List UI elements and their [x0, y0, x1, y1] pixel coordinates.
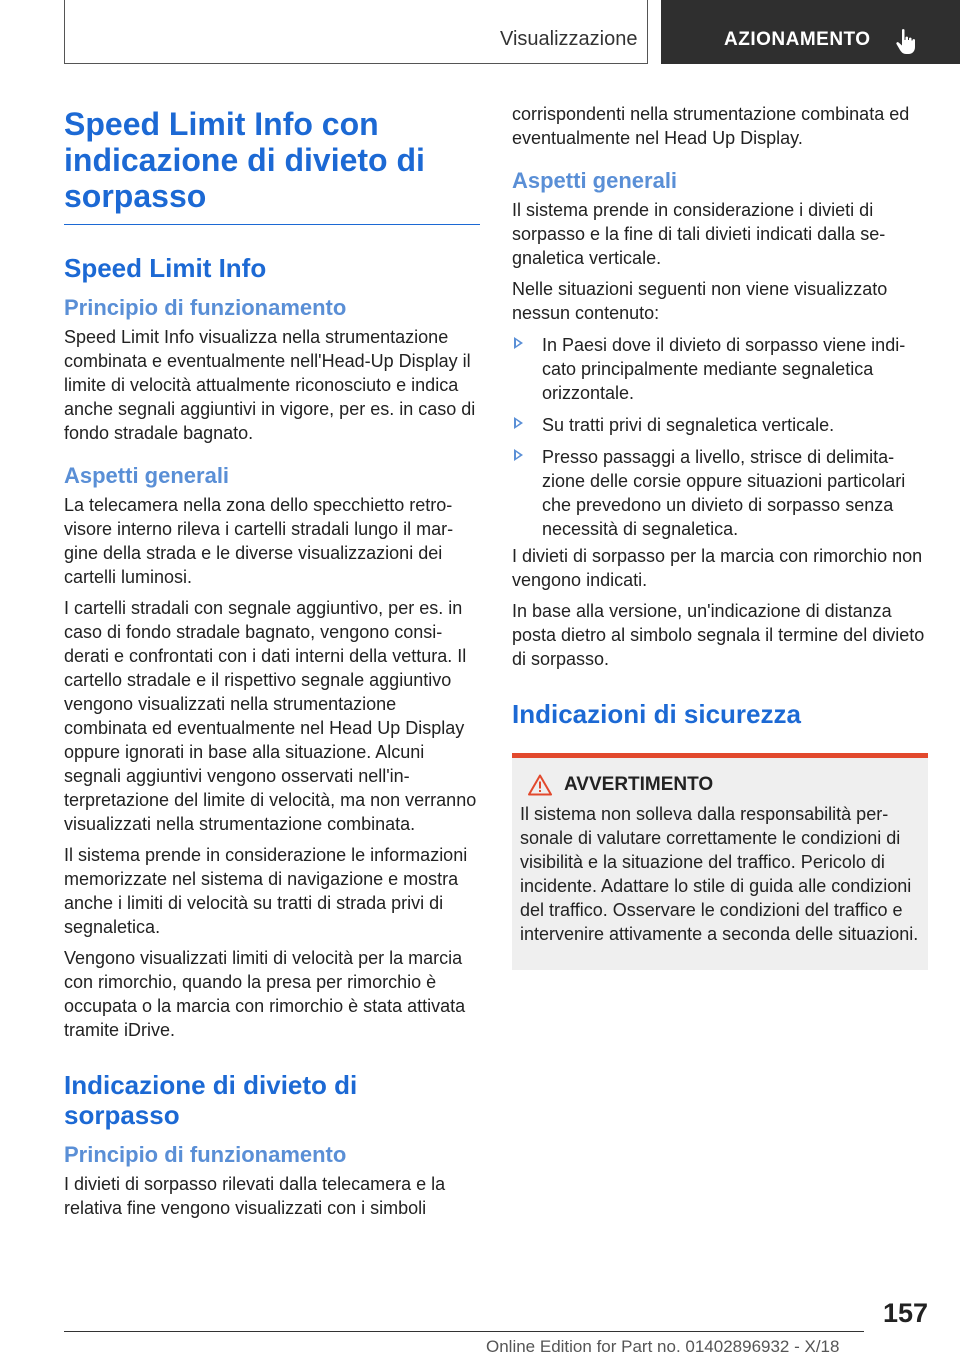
- paragraph-principle-2: I divieti di sorpasso rilevati dalla telecamera e la relativa fine vengono visualizzati con i simboli: [64, 1174, 446, 1218]
- triangle-bullet-icon: [514, 417, 523, 429]
- paragraph-principle: Speed Limit Info visualizza nella strumentazione combinata e eventualmente nell'Head-Up Display il limite di velocità attualmente riconosciuto e indica anche segnali aggiuntivi in vigore, per es. in caso di fondo stradale bagnato.: [64, 327, 476, 443]
- left-column: [64, 100, 480, 1220]
- paragraph-continuation: corrispondenti nella strumentazione combinata ed eventualmente nel Head Up Display.: [512, 104, 910, 148]
- paragraph-general-4: Vengono visualizzati limiti di velocità per la marcia con rimorchio, quando la presa per rimorchio è occupata o la marcia con rimorchio è stata attivata tramite iDrive.: [64, 948, 466, 1040]
- subheading-general-right: Aspetti generali: [512, 168, 678, 193]
- page-number: 157: [882, 1298, 928, 1328]
- paragraph-right-general-2: Nelle situazioni seguenti non viene visualizzato nessun contenuto:: [512, 279, 888, 323]
- paragraph-general-3: Il sistema prende in considerazione le informazioni memorizzate nel sistema di navigazione e mostra anche i limiti di velocità su tratti di strada privi di segnaletica.: [64, 845, 468, 937]
- header-chapter-title: AZIONAMENTO: [724, 29, 871, 50]
- triangle-bullet-icon: [514, 449, 523, 461]
- triangle-bullet-icon: [514, 337, 523, 349]
- footer-edition: Online Edition for Part no. 01402896932 - X/18: [486, 1337, 840, 1356]
- paragraph-general-2: I cartelli stradali con segnale aggiuntivo, per es. in caso di fondo stradale bagnato, vengono considerati e confrontati con i dati interni della vettura. Il cartello stradale e il rispettivo segnale aggiuntivo vengono visualizzati nella strumentazione combinata ed eventualmente nel Head Up Display oppure ignorati in base alla situazione. Alcuni segnali aggiuntivi vengono osservati nell'interpretazione del limite di velocità, ma non verranno visualizzati nella strumentazione combinata.: [64, 598, 477, 834]
- subheading-principle-2: Principio di funzionamento: [64, 1142, 347, 1167]
- header-section-title: Visualizzazione: [500, 28, 638, 50]
- warning-title: AVVERTIMENTO: [564, 774, 714, 795]
- situation-list: [512, 333, 928, 541]
- heading-overtaking-ban: Indicazione di divieto di sorpasso: [64, 1070, 358, 1130]
- list-item: In Paesi dove il divieto di sorpasso viene indicato principalmente mediante segnaletica orizzontale.: [512, 333, 928, 405]
- paragraph-right-general-3: I divieti di sorpasso per la marcia con rimorchio non vengono indicati.: [512, 546, 923, 590]
- list-item: Presso passaggi a livello, strisce di delimitazione delle corsie oppure situazioni particolari che prevedono un divieto di sorpasso senza necessità di segnaletica.: [512, 445, 928, 541]
- paragraph-right-general-1: Il sistema prende in considerazione i divieti di sorpasso e la fine di tali divieti indicati dalla segnaletica verticale.: [512, 200, 886, 268]
- warning-text: Il sistema non solleva dalla responsabilità personale di valutare correttamente le condizioni di visibilità e la situazione del traffico. Pericolo di incidente. Adattare lo stile di guida alle condizioni del traffico. Osservare le condizioni del traffico e intervenire attivamente a seconda delle situazioni.: [520, 804, 919, 944]
- footer-divider: [64, 1331, 864, 1332]
- warning-box: [512, 753, 928, 970]
- warning-triangle-icon: [528, 774, 552, 796]
- warning-header: [528, 774, 920, 796]
- heading-safety: Indicazioni di sicurezza: [512, 699, 801, 729]
- heading-speed-limit-info: Speed Limit Info: [64, 253, 267, 283]
- paragraph-general-1: La telecamera nella zona dello specchietto retrovisore interno rileva i cartelli stradali lungo il margine della strada e le diverse visualizzazioni dei cartelli luminosi.: [64, 495, 454, 587]
- paragraph-right-general-4: In base alla versione, un'indicazione di distanza posta dietro al simbolo segnala il termine del divieto di sorpasso.: [512, 601, 925, 669]
- subheading-general: Aspetti generali: [64, 463, 230, 488]
- pointing-hand-icon: [894, 28, 920, 56]
- right-column: [512, 100, 928, 970]
- list-item: Su tratti privi di segnaletica verticale.: [512, 413, 928, 437]
- page-title: Speed Limit Info con indicazione di divieto di sorpasso: [64, 106, 480, 225]
- subheading-principle: Principio di funzionamento: [64, 295, 347, 320]
